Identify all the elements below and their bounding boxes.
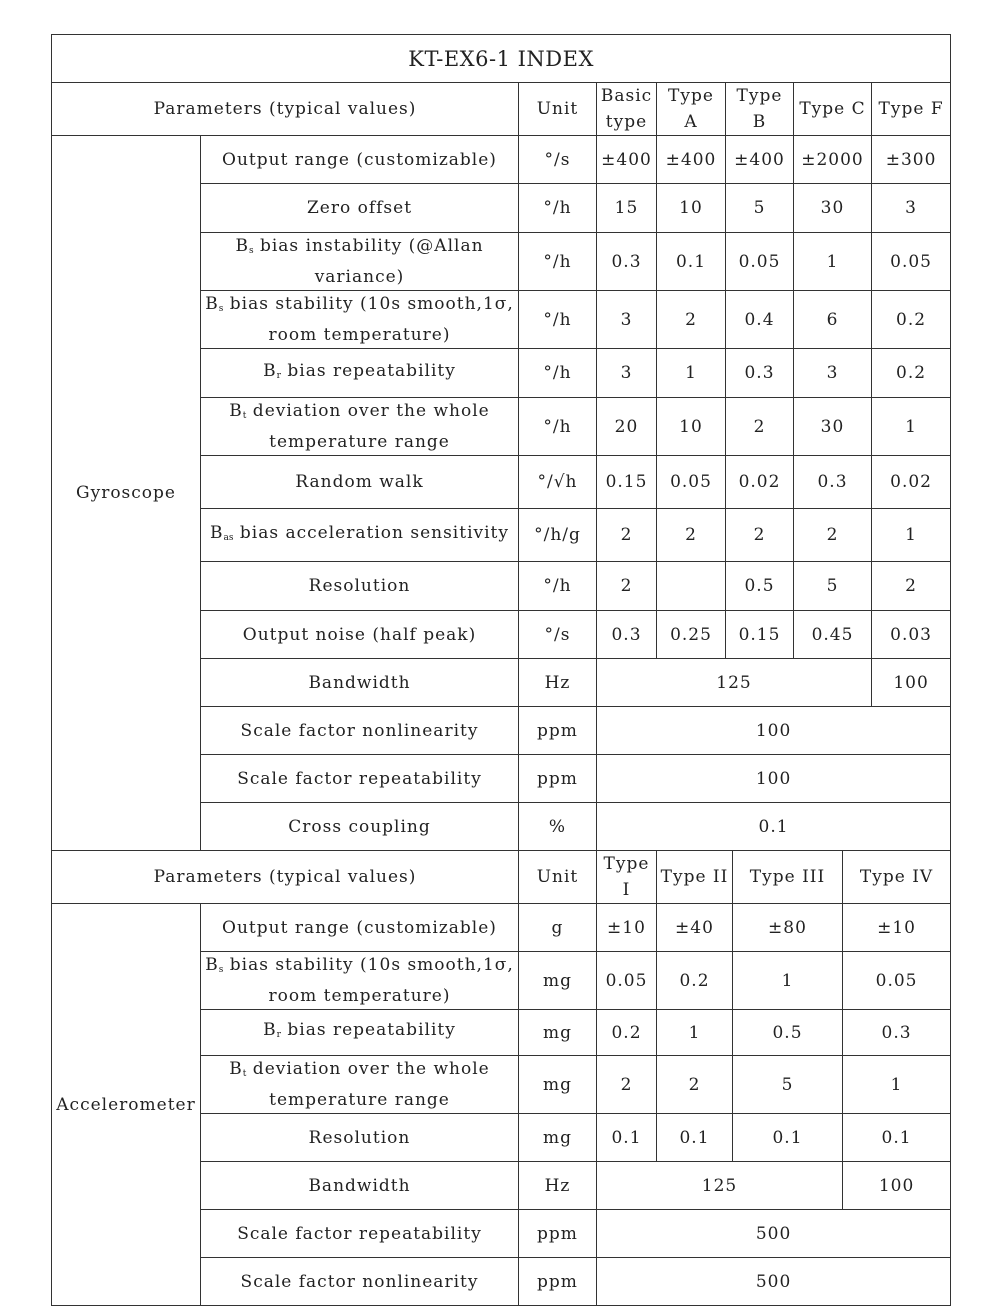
param-symbol-subscript: s (248, 246, 254, 256)
gyro-value: 5 (794, 562, 872, 611)
gyro-value: 6 (794, 291, 872, 349)
gyro-unit: ppm (519, 707, 597, 755)
param-symbol: B (205, 294, 219, 314)
gyro-value: 30 (794, 184, 872, 233)
gyro-value: 0.5 (726, 562, 794, 611)
gyro-value: 0.3 (794, 456, 872, 509)
gyro-param: Cross coupling (201, 803, 519, 851)
gyro-value: 2 (726, 398, 794, 456)
gyro-unit: °/h (519, 398, 597, 456)
accel-param: Resolution (201, 1114, 519, 1162)
gyro-type-header: Type B (726, 83, 794, 136)
gyro-value: 10 (657, 184, 726, 233)
accel-unit: mg (519, 1114, 597, 1162)
accel-param (201, 1010, 519, 1056)
param-symbol: B (210, 522, 224, 543)
gyro-value: 0.3 (726, 349, 794, 398)
accel-unit: mg (519, 1010, 597, 1056)
gyro-type-header: Type C (794, 83, 872, 136)
accel-value: 0.1 (843, 1114, 951, 1162)
accel-value: 1 (733, 952, 843, 1010)
accel-param: Output range (customizable) (201, 904, 519, 952)
gyro-value: 3 (872, 184, 951, 233)
gyro-value: 3 (794, 349, 872, 398)
spec-table (51, 34, 951, 1306)
gyro-unit: °/h (519, 291, 597, 349)
gyro-unit: °/s (519, 611, 597, 659)
accel-param: Scale factor nonlinearity (201, 1258, 519, 1306)
gyro-unit: ppm (519, 755, 597, 803)
gyro-value: 1 (872, 398, 951, 456)
gyro-value: 0.45 (794, 611, 872, 659)
param-text: deviation over the whole temperature range (246, 401, 490, 452)
accel-unit: g (519, 904, 597, 952)
param-symbol-subscript: t (242, 411, 247, 421)
gyro-unit: °/h/g (519, 509, 597, 562)
accel-value: 0.3 (843, 1010, 951, 1056)
gyro-value: 0.03 (872, 611, 951, 659)
gyro-unit: °/√h (519, 456, 597, 509)
gyro-param: Output noise (half peak) (201, 611, 519, 659)
accel-type-header: Type III (733, 851, 843, 904)
gyro-value: 0.1 (657, 233, 726, 291)
gyro-value: 3 (597, 291, 657, 349)
gyro-value: 0.3 (597, 233, 657, 291)
param-symbol-subscript: s (218, 304, 224, 314)
gyro-value: 0.15 (726, 611, 794, 659)
param-symbol-subscript: t (242, 1069, 247, 1079)
gyro-unit: % (519, 803, 597, 851)
gyro-param (201, 398, 519, 456)
accel-value: 2 (657, 1056, 733, 1114)
gyro-value: 100 (597, 707, 951, 755)
gyro-value: 2 (597, 562, 657, 611)
accel-value: 0.1 (733, 1114, 843, 1162)
gyro-value: ±400 (597, 136, 657, 184)
gyro-param: Scale factor nonlinearity (201, 707, 519, 755)
gyro-unit: °/h (519, 349, 597, 398)
accel-value: ±80 (733, 904, 843, 952)
accelerometer-group-label: Accelerometer (52, 904, 201, 1306)
accel-value: 1 (843, 1056, 951, 1114)
param-symbol-subscript: as (223, 532, 234, 543)
gyro-unit: °/h (519, 233, 597, 291)
param-text: deviation over the whole temperature range (246, 1059, 490, 1110)
param-symbol: B (263, 360, 277, 381)
gyro-param: Zero offset (201, 184, 519, 233)
param-text: bias stability (10s smooth,1σ, room temperature) (223, 955, 514, 1006)
gyro-value: 1 (657, 349, 726, 398)
gyro-value: 30 (794, 398, 872, 456)
param-text: bias instability (@Allan variance) (253, 236, 484, 287)
accel-value: 0.1 (657, 1114, 733, 1162)
param-symbol-subscript: r (276, 370, 281, 381)
gyro-row (52, 136, 951, 184)
gyro-unit: °/s (519, 136, 597, 184)
gyro-param (201, 349, 519, 398)
spec-table-container (51, 34, 950, 1306)
gyro-type-header: Basic type (597, 83, 657, 136)
param-text: bias acceleration sensitivity (233, 522, 509, 543)
accel-param: Scale factor repeatability (201, 1210, 519, 1258)
accel-param (201, 952, 519, 1010)
param-text: bias repeatability (280, 1020, 456, 1040)
gyro-value: 20 (597, 398, 657, 456)
gyro-param: Resolution (201, 562, 519, 611)
accel-unit: mg (519, 1056, 597, 1114)
gyro-value: 0.05 (726, 233, 794, 291)
gyro-unit: °/h (519, 562, 597, 611)
gyro-value: 1 (872, 509, 951, 562)
accel-value: 500 (597, 1210, 951, 1258)
accel-row (52, 904, 951, 952)
gyro-value: 2 (794, 509, 872, 562)
gyro-header-row (52, 83, 951, 136)
param-symbol: B (263, 1020, 277, 1040)
gyro-value: ±300 (872, 136, 951, 184)
gyro-unit: °/h (519, 184, 597, 233)
accel-unit: ppm (519, 1210, 597, 1258)
gyroscope-group-label: Gyroscope (52, 136, 201, 851)
gyro-parameters-header: Parameters (typical values) (52, 83, 519, 136)
accel-type-header: Type II (657, 851, 733, 904)
accel-value: 0.05 (843, 952, 951, 1010)
gyro-value: 2 (657, 291, 726, 349)
gyro-param (201, 233, 519, 291)
gyro-value: 3 (597, 349, 657, 398)
gyro-value: 0.4 (726, 291, 794, 349)
gyro-value: ±400 (657, 136, 726, 184)
accel-param (201, 1056, 519, 1114)
gyro-value: 0.1 (597, 803, 951, 851)
accel-value: 100 (843, 1162, 951, 1210)
gyro-param: Random walk (201, 456, 519, 509)
accel-unit-header: Unit (519, 851, 597, 904)
gyro-param (201, 509, 519, 562)
accel-value: 1 (657, 1010, 733, 1056)
gyro-value: 2 (657, 509, 726, 562)
param-text: bias stability (10s smooth,1σ, room temperature) (223, 294, 514, 345)
accel-value: 2 (597, 1056, 657, 1114)
accel-value: 0.1 (597, 1114, 657, 1162)
gyro-value: 10 (657, 398, 726, 456)
accel-value: 5 (733, 1056, 843, 1114)
accel-unit: Hz (519, 1162, 597, 1210)
accel-value: ±40 (657, 904, 733, 952)
param-text: bias repeatability (280, 360, 456, 381)
accel-type-header: Type I (597, 851, 657, 904)
param-symbol-subscript: r (276, 1030, 281, 1040)
gyro-value: 5 (726, 184, 794, 233)
gyro-value (657, 562, 726, 611)
accel-unit: ppm (519, 1258, 597, 1306)
accel-unit: mg (519, 952, 597, 1010)
accel-value: 500 (597, 1258, 951, 1306)
gyro-param: Output range (customizable) (201, 136, 519, 184)
accel-value: 0.2 (657, 952, 733, 1010)
gyro-value: 125 (597, 659, 872, 707)
gyro-value: 0.2 (872, 349, 951, 398)
gyro-value: 0.2 (872, 291, 951, 349)
gyro-param: Bandwidth (201, 659, 519, 707)
param-symbol: B (229, 401, 243, 421)
param-symbol: B (229, 1059, 243, 1079)
gyro-value: 100 (597, 755, 951, 803)
accel-value: ±10 (597, 904, 657, 952)
accel-parameters-header: Parameters (typical values) (52, 851, 519, 904)
gyro-unit: Hz (519, 659, 597, 707)
gyro-unit-header: Unit (519, 83, 597, 136)
gyro-value: 0.05 (657, 456, 726, 509)
gyro-type-header: Type A (657, 83, 726, 136)
title-row (52, 35, 951, 83)
gyro-param (201, 291, 519, 349)
gyro-value: 100 (872, 659, 951, 707)
gyro-value: 1 (794, 233, 872, 291)
gyro-value: ±400 (726, 136, 794, 184)
param-symbol: B (235, 236, 249, 256)
accel-value: ±10 (843, 904, 951, 952)
gyro-value: 0.25 (657, 611, 726, 659)
accel-value: 0.05 (597, 952, 657, 1010)
gyro-value: 2 (726, 509, 794, 562)
gyro-type-header: Type F (872, 83, 951, 136)
param-symbol: B (205, 955, 219, 975)
accel-value: 125 (597, 1162, 843, 1210)
table-title: KT-EX6-1 INDEX (52, 35, 951, 83)
gyro-value: 0.15 (597, 456, 657, 509)
param-symbol-subscript: s (218, 965, 224, 975)
accel-value: 0.2 (597, 1010, 657, 1056)
accel-header-row (52, 851, 951, 904)
gyro-value: 0.05 (872, 233, 951, 291)
accel-param: Bandwidth (201, 1162, 519, 1210)
accel-value: 0.5 (733, 1010, 843, 1056)
gyro-value: ±2000 (794, 136, 872, 184)
gyro-value: 0.02 (872, 456, 951, 509)
gyro-value: 2 (597, 509, 657, 562)
gyro-value: 0.02 (726, 456, 794, 509)
gyro-value: 0.3 (597, 611, 657, 659)
gyro-param: Scale factor repeatability (201, 755, 519, 803)
accel-type-header: Type IV (843, 851, 951, 904)
gyro-value: 2 (872, 562, 951, 611)
gyro-value: 15 (597, 184, 657, 233)
